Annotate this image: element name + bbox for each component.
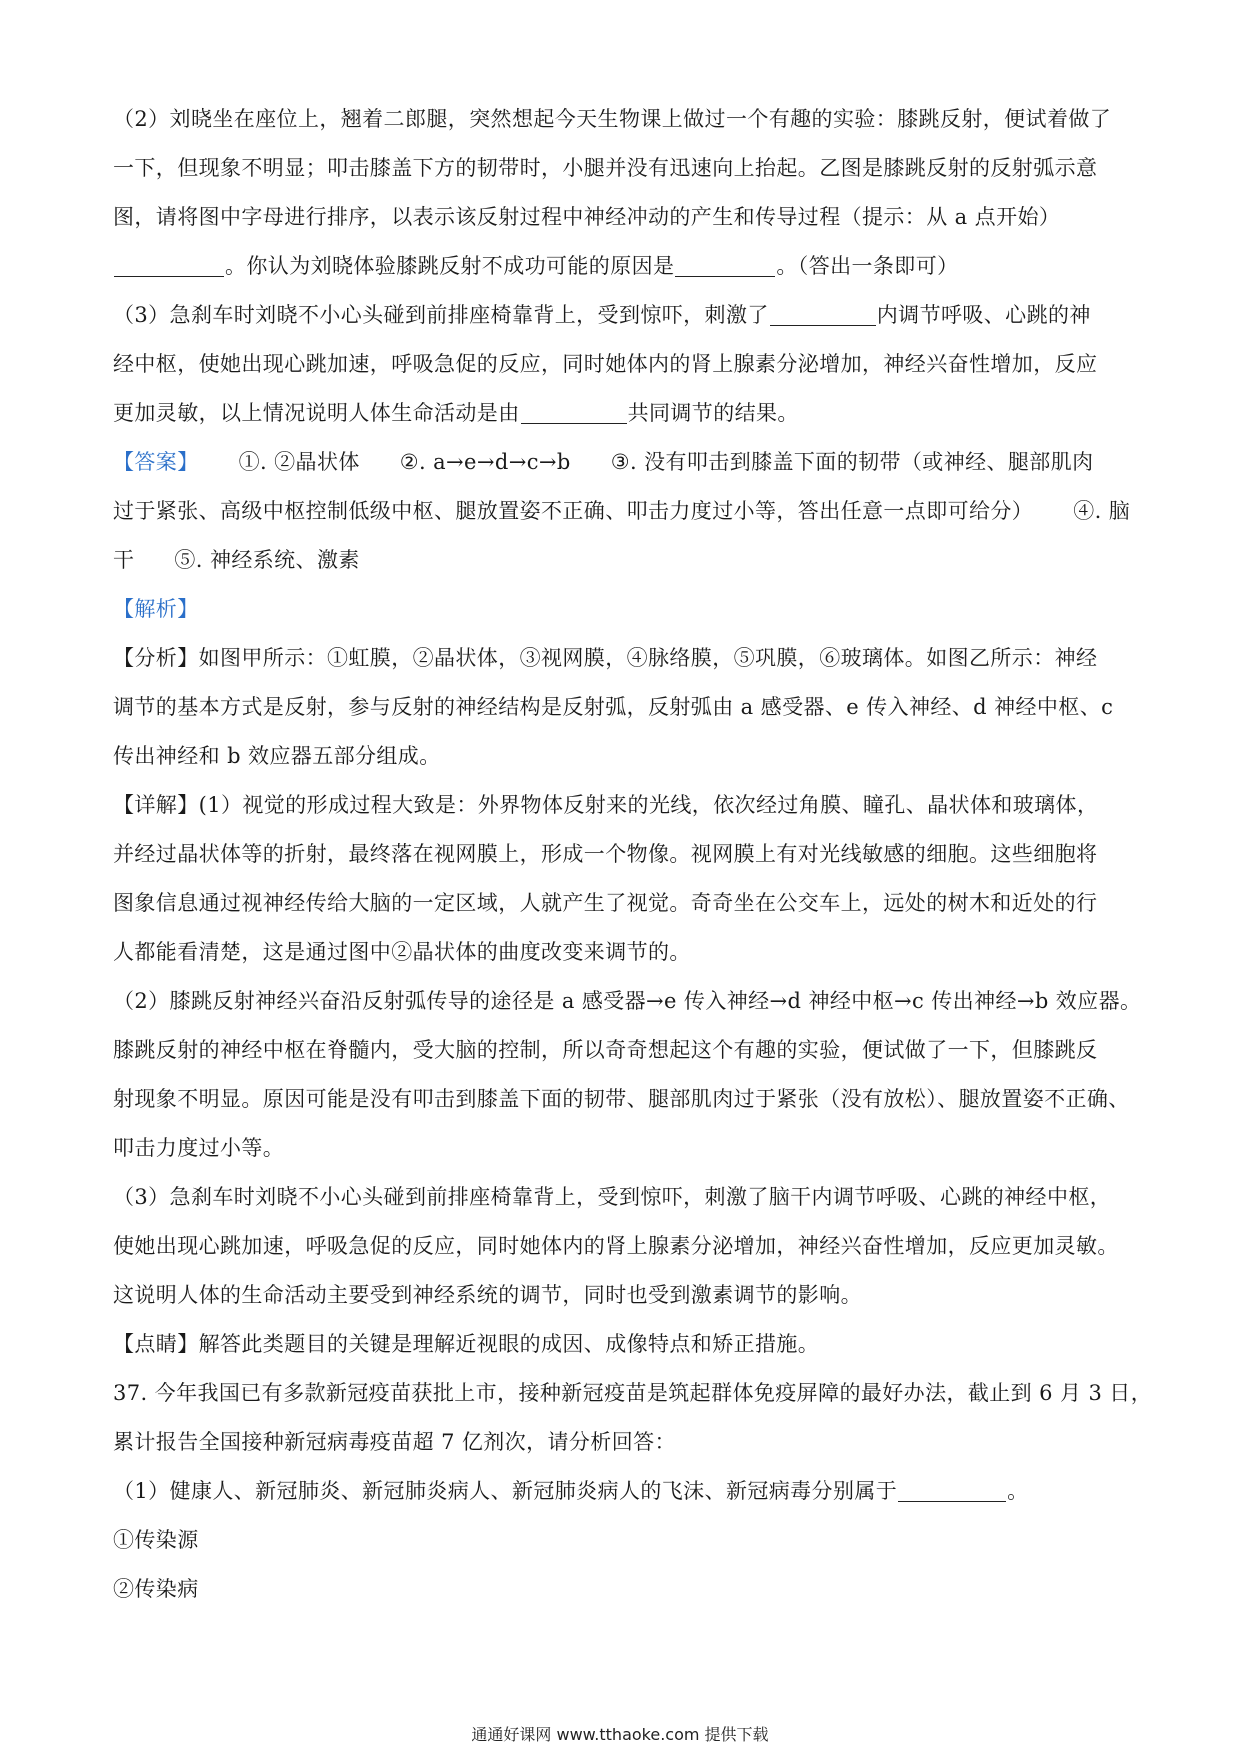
answer-3: ③. 没有叩击到膝盖下面的韧带（或神经、腿部肌肉 bbox=[610, 450, 1094, 474]
q36-part2-line1: （2）刘晓坐在座位上，翘着二郎腿，突然想起今天生物课上做过一个有趣的实验：膝跳反射，便试着做了 bbox=[113, 107, 1112, 131]
detail-1-line1: 【详解】(1）视觉的形成过程大致是：外界物体反射来的光线，依次经过角膜、瞳孔、晶状体和玻璃体， bbox=[113, 793, 1099, 817]
answer-blank[interactable] bbox=[521, 399, 627, 424]
answer-2: ②. a→e→d→c→b bbox=[399, 450, 571, 474]
q36-part3-line3-tail: 共同调节的结果。 bbox=[627, 401, 799, 425]
q37-stem-line2: 累计报告全国接种新冠病毒疫苗超 7 亿剂次，请分析回答： bbox=[113, 1430, 676, 1454]
q36-part3-line2: 经中枢，使她出现心跳加速，呼吸急促的反应，同时她体内的肾上腺素分泌增加，神经兴奋性增加，反应 bbox=[113, 352, 1098, 376]
q36-part3-line3 bbox=[113, 389, 1133, 438]
analysis-tag: 【解析】 bbox=[113, 597, 199, 621]
answer-tag: 【答案】 bbox=[113, 450, 199, 474]
q36-part2-line4-tail: 。（答出一条即可） bbox=[776, 254, 959, 278]
q37-part1-tail: 。 bbox=[1007, 1479, 1029, 1503]
document-page bbox=[113, 95, 1153, 1614]
fenxi-line1: 【分析】如图甲所示：①虹膜，②晶状体，③视网膜，④脉络膜，⑤巩膜，⑥玻璃体。如图乙所示：神经 bbox=[113, 646, 1098, 670]
detail-2-line2: 膝跳反射的神经中枢在脊髓内，受大脑的控制，所以奇奇想起这个有趣的实验，便试做了一下，但膝跳反 bbox=[113, 1038, 1098, 1062]
answer-1: ①. ②晶状体 bbox=[238, 450, 360, 474]
q36-part3-line1-tail: 内调节呼吸、心跳的神 bbox=[876, 303, 1091, 327]
answer-blank[interactable] bbox=[898, 1477, 1006, 1502]
q37-option-1: ①传染源 bbox=[113, 1528, 199, 1552]
answer-4: ④. 脑 bbox=[1073, 499, 1131, 523]
detail-1-line2: 并经过晶状体等的折射，最终落在视网膜上，形成一个物像。视网膜上有对光线敏感的细胞。这些细胞将 bbox=[113, 842, 1098, 866]
q36-part3-line3-text: 更加灵敏，以上情况说明人体生命活动是由 bbox=[113, 401, 520, 425]
q37-stem-line1: 37. 今年我国已有多款新冠疫苗获批上市，接种新冠疫苗是筑起群体免疫屏障的最好办法，截止到 6 月 3 日， bbox=[113, 1381, 1153, 1405]
detail-2-line4: 叩击力度过小等。 bbox=[113, 1136, 285, 1160]
answer-blank[interactable] bbox=[770, 301, 876, 326]
answer-line2 bbox=[113, 487, 1133, 536]
q37-part1-text: （1）健康人、新冠肺炎、新冠肺炎病人、新冠肺炎病人的飞沫、新冠病毒分别属于 bbox=[113, 1479, 898, 1503]
detail-1-line3: 图象信息通过视神经传给大脑的一定区域，人就产生了视觉。奇奇坐在公交车上，远处的树木和近处的行 bbox=[113, 891, 1098, 915]
answer-line1 bbox=[113, 438, 1133, 487]
answer-blank[interactable] bbox=[114, 252, 224, 277]
detail-2-line3: 射现象不明显。原因可能是没有叩击到膝盖下面的韧带、腿部肌肉过于紧张（没有放松）、腿放置姿不正确、 bbox=[113, 1087, 1130, 1111]
q36-part2-line3: 图，请将图中字母进行排序，以表示该反射过程中神经冲动的产生和传导过程（提示：从 a 点开始） bbox=[113, 205, 1061, 229]
q36-part2-line4-text: 。你认为刘晓体验膝跳反射不成功可能的原因是 bbox=[225, 254, 675, 278]
q36-part3-line1-text: （3）急刹车时刘晓不小心头碰到前排座椅靠背上，受到惊吓，刺激了 bbox=[113, 303, 769, 327]
q36-part2-line2: 一下，但现象不明显；叩击膝盖下方的韧带时，小腿并没有迅速向上抬起。乙图是膝跳反射的反射弧示意 bbox=[113, 156, 1098, 180]
page-footer: 通通好课网 www.tthaoke.com 提供下载 bbox=[471, 1725, 769, 1744]
analysis-heading bbox=[113, 585, 1133, 634]
answer-5: ⑤. 神经系统、激素 bbox=[174, 548, 360, 572]
dianjing-line: 【点睛】解答此类题目的关键是理解近视眼的成因、成像特点和矫正措施。 bbox=[113, 1332, 820, 1356]
answer-line3 bbox=[113, 536, 1133, 585]
detail-2-line1: （2）膝跳反射神经兴奋沿反射弧传导的途径是 a 感受器→e 传入神经→d 神经中枢→c 传出神经→b 效应器。 bbox=[113, 989, 1142, 1013]
detail-3-line1: （3）急刹车时刘晓不小心头碰到前排座椅靠背上，受到惊吓，刺激了脑干内调节呼吸、心跳的神经中枢， bbox=[113, 1185, 1112, 1209]
fenxi-line2: 调节的基本方式是反射，参与反射的神经结构是反射弧，反射弧由 a 感受器、e 传入神经、d 神经中枢、c bbox=[113, 695, 1114, 719]
answer-3-continued: 过于紧张、高级中枢控制低级中枢、腿放置姿不正确、叩击力度过小等，答出任意一点即可给分） bbox=[113, 499, 1034, 523]
q36-part3-line1 bbox=[113, 291, 1133, 340]
detail-1-line4: 人都能看清楚，这是通过图中②晶状体的曲度改变来调节的。 bbox=[113, 940, 691, 964]
fenxi-line3: 传出神经和 b 效应器五部分组成。 bbox=[113, 744, 441, 768]
detail-3-line2: 使她出现心跳加速，呼吸急促的反应，同时她体内的肾上腺素分泌增加，神经兴奋性增加，反应更加灵敏。 bbox=[113, 1234, 1119, 1258]
q37-part1 bbox=[113, 1467, 1133, 1516]
detail-3-line3: 这说明人体的生命活动主要受到神经系统的调节，同时也受到激素调节的影响。 bbox=[113, 1283, 862, 1307]
q37-option-2: ②传染病 bbox=[113, 1577, 199, 1601]
answer-blank[interactable] bbox=[675, 252, 775, 277]
answer-4-continued: 干 bbox=[113, 548, 135, 572]
q36-part2-line4 bbox=[113, 242, 1133, 291]
